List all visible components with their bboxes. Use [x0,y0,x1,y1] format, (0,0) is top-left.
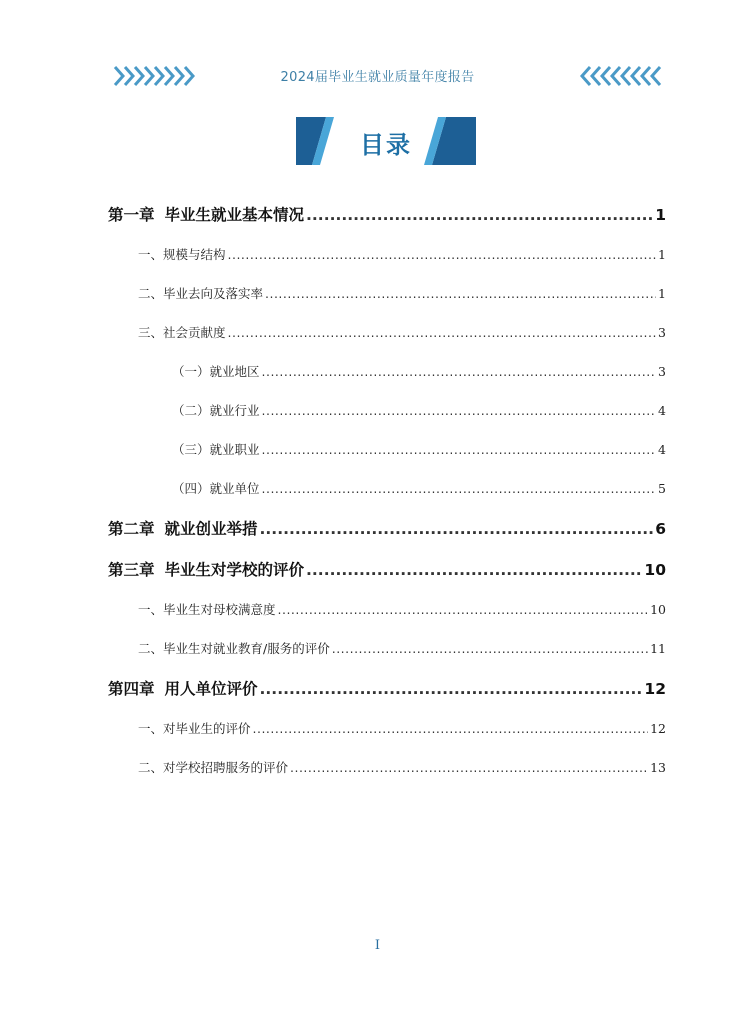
toc-page-number: 1 [658,247,666,262]
toc-entry-label [108,513,258,545]
toc-entry-title: 一、毕业生对母校满意度 [138,602,276,617]
toc-page-number: 13 [650,760,666,775]
chapter-number: 第四章 [108,680,155,698]
toc-entry-title: （一）就业地区 [172,364,260,379]
dot-leader [262,434,657,466]
toc-entry-title: （二）就业行业 [172,403,260,418]
toc-entry-sub[interactable] [108,395,666,434]
toc-entry-sub[interactable] [108,434,666,473]
toc-entry-chapter[interactable] [108,553,666,594]
toc-page-number: 5 [658,481,666,496]
toc-entry-section[interactable] [108,239,666,278]
toc-entry-label [138,239,226,271]
dot-leader [260,513,654,545]
toc-entry-label [108,199,304,231]
toc-entry-label [138,278,263,310]
toc-entry-title: 用人单位评价 [164,680,258,698]
toc-entry-label [172,356,260,388]
toc-page-number: 12 [650,721,666,736]
toc-page-number: 1 [658,286,666,301]
dot-leader [332,633,648,665]
table-of-contents [108,198,666,791]
chapter-number: 第一章 [108,206,155,224]
toc-entry-section[interactable] [108,594,666,633]
toc-entry-title: 二、毕业去向及落实率 [138,286,264,301]
toc-page-number: 11 [650,641,666,656]
toc-entry-section[interactable] [108,752,666,791]
toc-title-banner [296,117,476,165]
toc-page-number: 3 [658,364,666,379]
toc-entry-label [172,395,260,427]
toc-entry-section[interactable] [108,713,666,752]
page-number: I [374,938,381,953]
toc-entry-title: 一、对毕业生的评价 [138,721,251,736]
dot-leader [262,395,657,427]
dot-leader [262,356,657,388]
toc-entry-title: 二、对学校招聘服务的评价 [138,760,289,775]
toc-page-number: 10 [650,602,666,617]
toc-entry-sub[interactable] [108,473,666,512]
toc-entry-chapter[interactable] [108,198,666,239]
dot-leader [253,713,649,745]
toc-page-number: 1 [655,206,666,224]
toc-entry-label [138,594,276,626]
dot-leader [228,239,657,271]
toc-entry-section[interactable] [108,278,666,317]
chapter-number: 第二章 [108,520,155,538]
toc-entry-title: 就业创业举措 [164,520,258,538]
toc-entry-label [138,633,330,665]
toc-entry-title: （三）就业职业 [172,442,260,457]
dot-leader [306,554,642,586]
toc-title: 目录 [360,131,412,159]
toc-entry-title: 一、规模与结构 [138,247,226,262]
toc-page-number: 12 [644,680,666,698]
dot-leader [260,673,643,705]
toc-entry-label [138,713,251,745]
toc-entry-title: 三、社会贡献度 [138,325,226,340]
toc-entry-label [172,434,260,466]
toc-entry-chapter[interactable] [108,672,666,713]
toc-page-number: 6 [655,520,666,538]
toc-page-number: 4 [658,442,666,457]
dot-leader [265,278,656,310]
dot-leader [306,199,653,231]
toc-page-number: 3 [658,325,666,340]
toc-entry-title: （四）就业单位 [172,481,260,496]
dot-leader [290,752,648,784]
page-header [0,60,755,92]
header-title: 2024届毕业生就业质量年度报告 [280,70,475,85]
toc-entry-label [108,673,258,705]
chevron-left-decoration-icon [578,64,662,88]
toc-page-number: 10 [644,561,666,579]
toc-entry-chapter[interactable] [108,512,666,553]
chapter-number: 第三章 [108,561,155,579]
toc-entry-title: 毕业生对学校的评价 [164,561,305,579]
toc-entry-sub[interactable] [108,356,666,395]
toc-entry-label [138,752,288,784]
toc-entry-section[interactable] [108,633,666,672]
toc-page-number: 4 [658,403,666,418]
toc-entry-label [108,554,304,586]
dot-leader [262,473,657,505]
dot-leader [278,594,649,626]
toc-entry-title: 毕业生就业基本情况 [164,206,305,224]
dot-leader [228,317,657,349]
toc-entry-label [138,317,226,349]
toc-entry-title: 二、毕业生对就业教育/服务的评价 [138,641,330,656]
toc-entry-label [172,473,260,505]
toc-entry-section[interactable] [108,317,666,356]
